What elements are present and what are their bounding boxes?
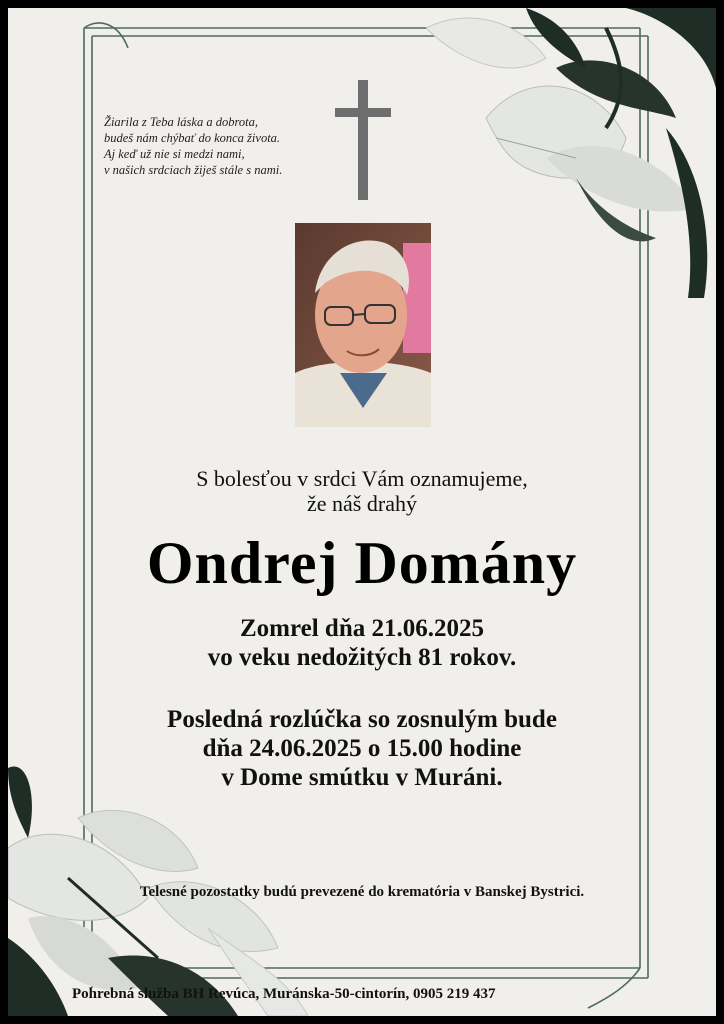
poem-line: Žiarila z Teba láska a dobrota, bbox=[104, 115, 258, 129]
intro-line-1: S bolesťou v srdci Vám oznamujeme, bbox=[196, 466, 528, 491]
obituary-page bbox=[8, 8, 716, 1016]
farewell-info bbox=[8, 705, 716, 792]
poem-line: v našich srdciach žiješ stále s nami. bbox=[104, 163, 283, 177]
cremation-note: Telesné pozostatky budú prevezené do krematória v Banskej Bystrici. bbox=[139, 884, 585, 900]
farewell-line-2: dňa 24.06.2025 o 15.00 hodine bbox=[202, 735, 522, 762]
death-info bbox=[8, 614, 716, 672]
poem-line: Aj keď už nie si medzi nami, bbox=[104, 147, 245, 161]
funeral-service-footer: Pohrebná služba BH Revúca, Muránska-50-cintorín, 0905 219 437 bbox=[72, 986, 496, 1002]
deceased-name: Ondrej Domány bbox=[146, 530, 578, 596]
portrait-photo bbox=[295, 223, 431, 427]
poem-line: budeš nám chýbať do konca života. bbox=[104, 131, 281, 145]
intro-line-2: že náš drahý bbox=[307, 491, 417, 516]
memorial-poem bbox=[104, 114, 282, 178]
cross-icon bbox=[335, 80, 391, 200]
death-date-line: Zomrel dňa 21.06.2025 bbox=[240, 615, 484, 642]
farewell-line-1: Posledná rozlúčka so zosnulým bude bbox=[167, 706, 557, 733]
farewell-line-3: v Dome smútku v Muráni. bbox=[221, 764, 503, 791]
lily-flower-top-right bbox=[426, 8, 716, 298]
announcement-intro bbox=[8, 466, 716, 516]
age-line: vo veku nedožitých 81 rokov. bbox=[207, 644, 517, 671]
